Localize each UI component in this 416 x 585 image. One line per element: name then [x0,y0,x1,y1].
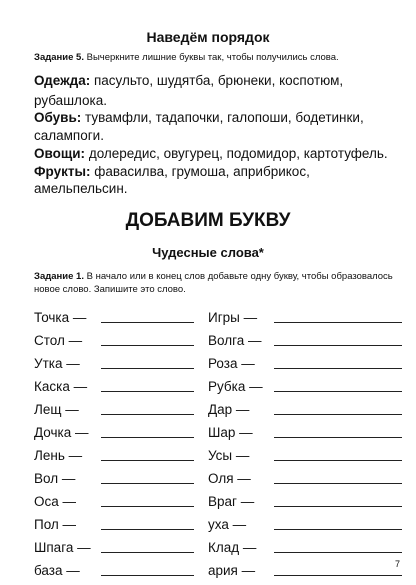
category-label-fruits: Фрукты: [34,164,91,179]
category-line-fruits [34,163,406,197]
exercise-row [208,402,406,424]
section-title-order: Наведём порядок [146,29,270,45]
exercise-word: Рубка — [208,379,263,394]
exercise-row [34,379,204,401]
exercise-row [34,448,204,470]
category-line-shoes-cont [34,127,406,144]
answer-blank[interactable] [101,483,194,484]
answer-blank[interactable] [274,529,402,530]
category-words-clothes: пасульто, шудятба, брюнеки, коспотюм, [90,73,344,88]
answer-blank[interactable] [101,414,194,415]
answer-blank[interactable] [101,552,194,553]
answer-blank[interactable] [101,437,194,438]
answer-blank[interactable] [274,552,402,553]
exercise-row [34,540,204,562]
answer-blank[interactable] [101,368,194,369]
answer-blank[interactable] [101,575,194,576]
answer-blank[interactable] [274,460,402,461]
task-1-instruction [34,270,406,296]
category-words-shoes-cont: салампоги. [34,128,104,143]
exercise-row [34,333,204,355]
answer-blank[interactable] [101,391,194,392]
task-5-label: Задание 5. [34,52,84,63]
exercise-word: Волга — [208,333,262,348]
exercise-row [208,448,406,470]
exercise-word: Оса — [34,494,77,509]
answer-blank[interactable] [274,345,402,346]
exercise-word: Лень — [34,448,83,463]
exercise-row [208,494,406,516]
answer-blank[interactable] [101,529,194,530]
category-label-vegetables: Овощи: [34,146,86,161]
exercise-row [34,471,204,493]
exercise-word: Утка — [34,356,80,371]
exercise-word: база — [34,563,80,578]
exercise-word: ария — [208,563,256,578]
exercise-row [208,379,406,401]
exercise-row [208,356,406,378]
answer-blank[interactable] [274,368,402,369]
task-5-text: Вычеркните лишние буквы так, чтобы получились слова. [83,52,339,63]
section-subtitle-magic-words: Чудесные слова* [152,245,264,260]
category-line-clothes [34,72,406,89]
exercise-word: Точка — [34,310,87,325]
exercise-row [34,356,204,378]
exercise-row [208,517,406,539]
category-line-shoes [34,109,406,126]
exercise-word: Дочка — [34,425,89,440]
answer-blank[interactable] [274,391,402,392]
exercise-word: Оля — [208,471,251,486]
exercise-word: Враг — [208,494,255,509]
category-label-clothes: Одежда: [34,73,91,88]
exercise-word: Каска — [34,379,88,394]
category-words-fruits: фавасилва, грумоша, априбрикос, амельпельсин. [34,164,310,196]
category-line-vegetables [34,145,406,162]
exercise-row [34,517,204,539]
exercise-row [208,310,406,332]
exercise-word: Шпага — [34,540,91,555]
exercise-word: Клад — [208,540,257,555]
answer-blank[interactable] [274,437,402,438]
exercise-word: уха — [208,517,247,532]
exercise-row [34,402,204,424]
task-1-label: Задание 1. [34,271,84,282]
answer-blank[interactable] [101,322,194,323]
task-1-text-1: В начало или в конец слов добавьте одну букву, чтобы образовалось [83,271,393,282]
category-words-shoes: тувамфли, тадапочки, галопоши, бодетинки, [81,110,364,125]
category-words-clothes-cont: рубашлока. [34,93,108,108]
exercise-row [34,494,204,516]
exercise-row [34,310,204,332]
exercise-word: Лещ — [34,402,79,417]
exercise-row [34,563,204,585]
answer-blank[interactable] [274,575,402,576]
exercise-row [208,425,406,447]
answer-blank[interactable] [274,506,402,507]
task-1-text-2: новое слово. Запишите это слово. [34,284,186,295]
category-label-shoes: Обувь: [34,110,82,125]
exercise-word: Вол — [34,471,76,486]
exercise-word: Игры — [208,310,258,325]
exercise-word: Шар — [208,425,253,440]
exercise-word: Дар — [208,402,250,417]
exercise-word: Пол — [34,517,77,532]
exercise-row [208,540,406,562]
exercise-word: Усы — [208,448,250,463]
exercise-row [34,425,204,447]
section-title-add-letter: ДОБАВИМ БУКВУ [125,210,291,231]
answer-blank[interactable] [101,345,194,346]
answer-blank[interactable] [101,506,194,507]
answer-blank[interactable] [274,483,402,484]
answer-blank[interactable] [274,322,402,323]
exercise-row [208,471,406,493]
exercise-row [208,563,406,585]
task-5-instruction [34,51,406,64]
category-words-vegetables: долередис, овугурец, подомидор, картотуфель. [85,146,388,161]
answer-blank[interactable] [101,460,194,461]
exercise-row [208,333,406,355]
page-number: 7 [395,559,401,569]
exercise-word: Стол — [34,333,83,348]
exercise-word: Роза — [208,356,255,371]
answer-blank[interactable] [274,414,402,415]
category-line-clothes-cont [34,92,406,109]
